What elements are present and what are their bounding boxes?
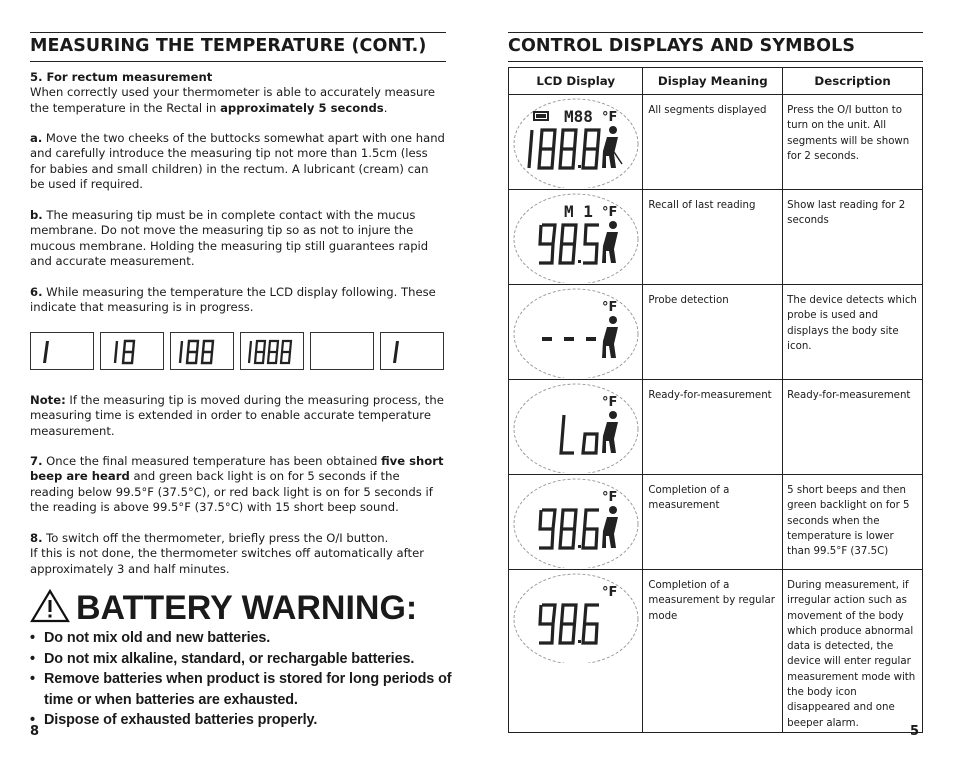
page-number-right: 5 <box>910 724 920 739</box>
battery-warning-list <box>30 628 460 731</box>
lcd-display-cell <box>509 190 643 285</box>
control-displays-table <box>508 67 923 733</box>
battery-warning <box>30 588 460 731</box>
lcd-frame-1888 <box>240 332 304 370</box>
description-cell: 5 short beeps and then green backlight on for 5 seconds when the temperature is lower than 99.5°F (37.5C) <box>783 475 923 570</box>
description-cell: Show last reading for 2 seconds <box>783 190 923 285</box>
page-number-left: 8 <box>30 724 40 739</box>
description-cell: During measurement, if irregular action such as movement of the body which produce abnormal data is detected, the device will enter regular measurement mode with the body icon disappeared and one beeper alarm. <box>783 570 923 733</box>
table-row <box>509 380 923 475</box>
lcd-display-cell <box>509 380 643 475</box>
lcd-recall-icon <box>510 191 646 283</box>
display-meaning-cell: Completion of a measurement <box>643 475 783 570</box>
lcd-all-segments-icon <box>510 96 646 188</box>
description-cell: The device detects which probe is used and displays the body site icon. <box>783 285 923 380</box>
display-meaning-cell: Probe detection <box>643 285 783 380</box>
rectum-intro: When correctly used your thermometer is able to accurately measure the temperature in the Rectal in approximately 5 seconds. <box>30 85 436 115</box>
svg-text:M 1: M 1 <box>564 202 593 221</box>
rectum-section <box>30 70 446 116</box>
lcd-frame-1 <box>30 332 94 370</box>
description-cell: Ready-for-measurement <box>783 380 923 475</box>
lcd-probe-detection-icon <box>510 286 646 378</box>
warning-triangle-icon <box>30 589 70 623</box>
svg-text:°F: °F <box>602 490 618 505</box>
lcd-frame-blank <box>310 332 374 370</box>
step-7-paragraph: 7. Once the final measured temperature has been obtained five short beep are heard and green back light is on for 5 seconds if the reading below 99.5°F (37.5°C), or red back light is on for 5 seconds if the reading is above 99.5°F (37.5°C) with 15 short beep sound. <box>30 454 444 515</box>
column-header-display-meaning: Display Meaning <box>643 68 783 95</box>
svg-text:°F: °F <box>602 300 618 315</box>
svg-text:M88: M88 <box>564 107 593 126</box>
display-meaning-cell: Completion of a measurement by regular mode <box>643 570 783 733</box>
display-meaning-cell: Recall of last reading <box>643 190 783 285</box>
note-paragraph: Note: If the measuring tip is moved during the measuring process, the measuring time is extended in order to enable accurate temperature measurement. <box>30 393 444 438</box>
lcd-display-cell <box>509 95 643 190</box>
warning-item: • Do not mix old and new batteries. <box>30 630 271 646</box>
table-row <box>509 95 923 190</box>
svg-text:°F: °F <box>602 585 618 600</box>
step-b-paragraph: b. The measuring tip must be in complete contact with the mucus membrane. Do not move the measuring tip so as not to injure the mucous membrane. Holding the measuring tip still guarantees rapid and accurate measurement. <box>30 208 429 269</box>
rectum-heading: 5. For rectum measurement <box>30 70 213 84</box>
table-row <box>509 475 923 570</box>
lcd-display-cell <box>509 475 643 570</box>
svg-text:°F: °F <box>602 395 618 410</box>
svg-text:°F: °F <box>602 205 618 220</box>
right-section-title: CONTROL DISPLAYS AND SYMBOLS <box>508 32 923 62</box>
description-cell: Press the O/I button to turn on the unit. All segments will be shown for 2 seconds. <box>783 95 923 190</box>
column-header-description: Description <box>783 68 923 95</box>
lcd-regular-mode-icon <box>510 571 646 663</box>
display-meaning-cell: Ready-for-measurement <box>643 380 783 475</box>
lcd-progress-sequence <box>30 332 446 372</box>
step-8-paragraph: 8. To switch off the thermometer, briefly press the O/I button. If this is not done, the thermometer switches off automatically after approximately 3 and half minutes. <box>30 531 424 576</box>
warning-item: • Remove batteries when product is stored for long periods of time or when batteries are exhausted. <box>30 671 452 708</box>
display-meaning-cell: All segments displayed <box>643 95 783 190</box>
warning-item: • Do not mix alkaline, standard, or rechargable batteries. <box>30 650 415 667</box>
lcd-frame-18 <box>100 332 164 370</box>
left-section-title: MEASURING THE TEMPERATURE (CONT.) <box>30 32 446 62</box>
table-header-row <box>509 68 923 95</box>
table-row <box>509 190 923 285</box>
table-row <box>509 570 923 733</box>
lcd-display-cell <box>509 570 643 733</box>
column-header-lcd-display: LCD Display <box>509 68 643 95</box>
svg-text:°F: °F <box>602 110 618 125</box>
table-row <box>509 285 923 380</box>
lcd-frame-188 <box>170 332 234 370</box>
lcd-completion-icon <box>510 476 646 568</box>
lcd-frame-1-repeat <box>380 332 444 370</box>
step-a-paragraph: a. Move the two cheeks of the buttocks somewhat apart with one hand and carefully introduce the measuring tip not more than 1.5cm (less for babies and small children) in the rectum. A lubricant (cream) can be used if required. <box>30 131 445 192</box>
lcd-ready-icon <box>510 381 646 473</box>
warning-item: • Dispose of exhausted batteries properly. <box>30 712 318 728</box>
lcd-display-cell <box>509 285 643 380</box>
step-6-paragraph: 6. While measuring the temperature the LCD display following. These indicate that measuring is in progress. <box>30 285 436 315</box>
battery-warning-title: BATTERY WARNING: <box>30 588 460 628</box>
